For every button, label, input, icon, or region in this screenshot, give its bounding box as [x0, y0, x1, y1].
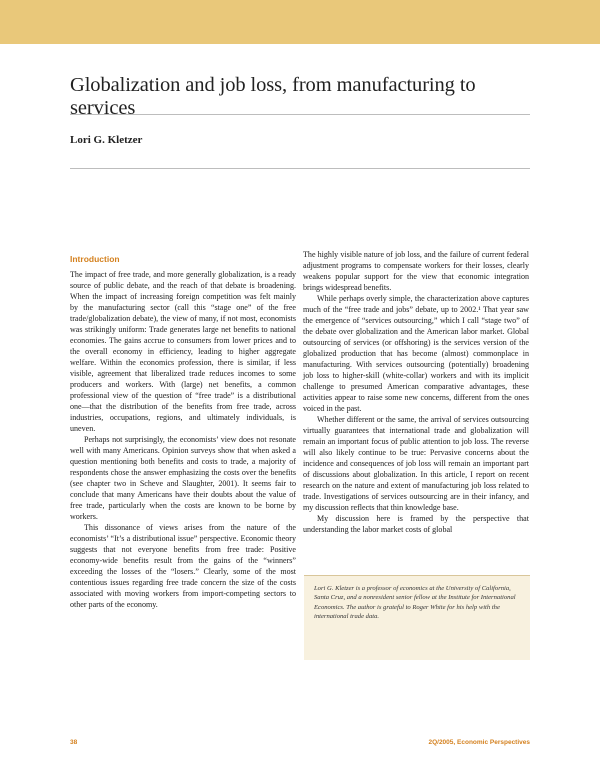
paragraph: My discussion here is framed by the perspective that understanding the labor market costs of global: [303, 514, 529, 535]
article-title: Globalization and job loss, from manufacturing to services: [70, 74, 476, 119]
paragraph: This dissonance of views arises from the nature of the economists’ “It’s a distributional issue” perspective. Economic theory suggests that not everyone benefits from free trade: Positive economy-wide benefits result from the gains of the “winners” exceeding the losses of the “losers.” Clearly, some of the most contentious issues regarding free trade concern the size of the costs associated with moving workers from import-competing sectors to other parts of the economy.: [70, 523, 296, 610]
right-column: [303, 249, 529, 535]
left-column: [70, 254, 296, 611]
author-divider: [70, 168, 530, 169]
header-color-bar: [0, 0, 600, 44]
paragraph: While perhaps overly simple, the characterization above captures much of the “free trade and jobs” debate, up to 2002.¹ That year saw the emergence of “services outsourcing,” which I call “stage two” of the debate over globalization and the American labor market. Global outsourcing of services (or offshoring) is the services version of the globalized production that has become (almost) commonplace in manufacturing. With services outsourcing (potentially) broadening job loss to higher-skill (white-collar) workers and with its implicit challenge to presumed American comparative advantages, these activities appear to raise some new concerns, different from the ones voiced in the past.: [303, 294, 529, 414]
page-number: 38: [70, 739, 78, 746]
author-note-text: Lori G. Kletzer is a professor of economics at the University of California, Santa Cruz, and a nonresident senior fellow at the Institute for International Economics. The author is grateful to Roger White for his help with the international trade data.: [314, 585, 516, 620]
page-footer: [70, 739, 530, 751]
paragraph: Whether different or the same, the arrival of services outsourcing virtually guarantees that international trade and globalization will remain an important focus of public attention to job loss. The reverse will also likely continue to be true: Pervasive concerns about the incidence and consequences of job loss will remain an important part of discussions about globalization. In this article, I report on recent research on the nature and extent of manufacturing job loss related to trade. Investigations of services outsourcing are in their infancy, and my discussion reflects that thin knowledge base.: [303, 415, 529, 513]
author-name: Lori G. Kletzer: [70, 134, 143, 146]
paragraph: The highly visible nature of job loss, and the failure of current federal adjustment programs to compensate workers for their losses, clearly weakens popular support for the view that economic integration brings widespread benefits.: [303, 250, 529, 293]
author-note-box: [304, 575, 530, 660]
section-heading-introduction: Introduction: [70, 254, 120, 264]
paragraph: The impact of free trade, and more generally globalization, is a ready source of public debate, and the reach of that debate is broadening. When the impact of increasing foreign competition was felt mainly by the manufacturing sector (call this “stage one” of the free trade/globalization debate), the view of many, if not most, economists was strikingly uniform: Trade generates large net benefits to national economies. The gains accrue to consumers from lower prices and to the overall economy in efficiency, leading to higher aggregate welfare. Within the economics profession, there is similar, if less visible, agreement that liberalized trade reduces incomes to some producers and workers. With (large) net benefits, a common professional view of the question of “free trade” is a distributional one—that the distribution of the benefits from free trade, across industries, occupations, regions, and ultimately individuals, is uneven.: [70, 270, 296, 434]
title-divider: [70, 114, 530, 115]
journal-citation: 2Q/2005, Economic Perspectives: [428, 739, 530, 746]
paragraph: Perhaps not surprisingly, the economists’ view does not resonate well with many Americans. Opinion surveys show that when asked a question mentioning both benefits and costs to trade, a majority of respondents chose the answer emphasizing the costs over the benefits (see chapter two in Scheve and Slaughter, 2001). It seems fair to conclude that many Americans have their doubts about the value of free trade, particularly when the costs are known to be borne by workers.: [70, 435, 296, 522]
